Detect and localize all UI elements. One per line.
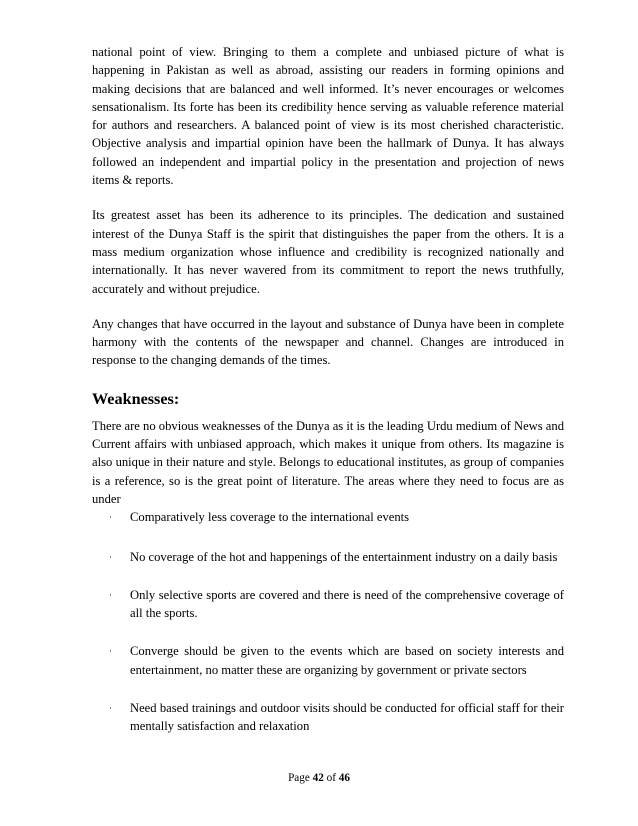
paragraph-principles: Its greatest asset has been its adherence to its principles. The dedication and sustained interest of the Dunya Staff is the spirit that distinguishes the paper from the others. It is a mass medium organization whose influence and credibility is recognized nationally and internationally. It has never wavered from its commitment to report the news truthfully, accurately and without prejudice. — [92, 208, 564, 296]
list-item-text: Only selective sports are covered and there is need of the comprehensive coverage of all the sports. — [130, 587, 564, 621]
list-item — [109, 548, 564, 566]
paragraph-credibility: national point of view. Bringing to them a complete and unbiased picture of what is happening in Pakistan as well as abroad, assisting our readers in forming opinions and making decisions that are balanced and well informed. It’s never encourages or welcomes sensationalism. Its forte has been its credibility hence serving as valuable reference material for authors and researchers. A balanced point of view is its most cherished characteristic. Objective analysis and impartial opinion have been the hallmark of Dunya. It has always followed an independent and impartial policy in the presentation and projection of news items & reports. — [92, 45, 564, 188]
list-item — [109, 508, 564, 526]
bullet-icon: · — [109, 589, 112, 600]
bullet-icon: · — [109, 703, 112, 714]
list-item-text: Comparatively less coverage to the international events — [130, 510, 410, 525]
weaknesses-heading: Weaknesses: — [92, 389, 180, 408]
bullet-icon: · — [109, 551, 112, 562]
page-of: of — [326, 772, 336, 784]
bullet-icon: · — [109, 646, 112, 657]
list-item — [109, 699, 564, 736]
weaknesses-intro: There are no obvious weaknesses of the Dunya as it is the leading Urdu medium of News and Current affairs with unbiased approach, which makes it unique from others. Its magazine is also unique in their nature and style. Belongs to educational institutes, as group of companies is a reference, so is the great point of literature. The areas where they need to focus are as under — [92, 418, 564, 506]
list-item-text: Need based trainings and outdoor visits should be conducted for official staff for their mentally satisfaction and relaxation — [130, 701, 564, 734]
bullet-icon: · — [109, 512, 112, 523]
list-item-text: No coverage of the hot and happenings of the entertainment industry on a daily basis — [130, 549, 558, 564]
paragraph-changes: Any changes that have occurred in the layout and substance of Dunya have been in complete harmony with the contents of the newspaper and channel. Changes are introduced in response to the changing demands of the times. — [92, 316, 564, 368]
document-body — [92, 43, 564, 756]
page-current: 42 — [312, 772, 324, 784]
page-total: 46 — [338, 772, 350, 784]
list-item — [109, 642, 564, 679]
page-label: Page — [288, 772, 310, 784]
list-item-text: Converge should be given to the events which are based on society interests and entertainment, no matter these are organizing by government or private sectors — [130, 644, 564, 677]
page-footer — [0, 772, 638, 784]
weaknesses-list — [92, 508, 564, 735]
list-item — [109, 586, 564, 623]
